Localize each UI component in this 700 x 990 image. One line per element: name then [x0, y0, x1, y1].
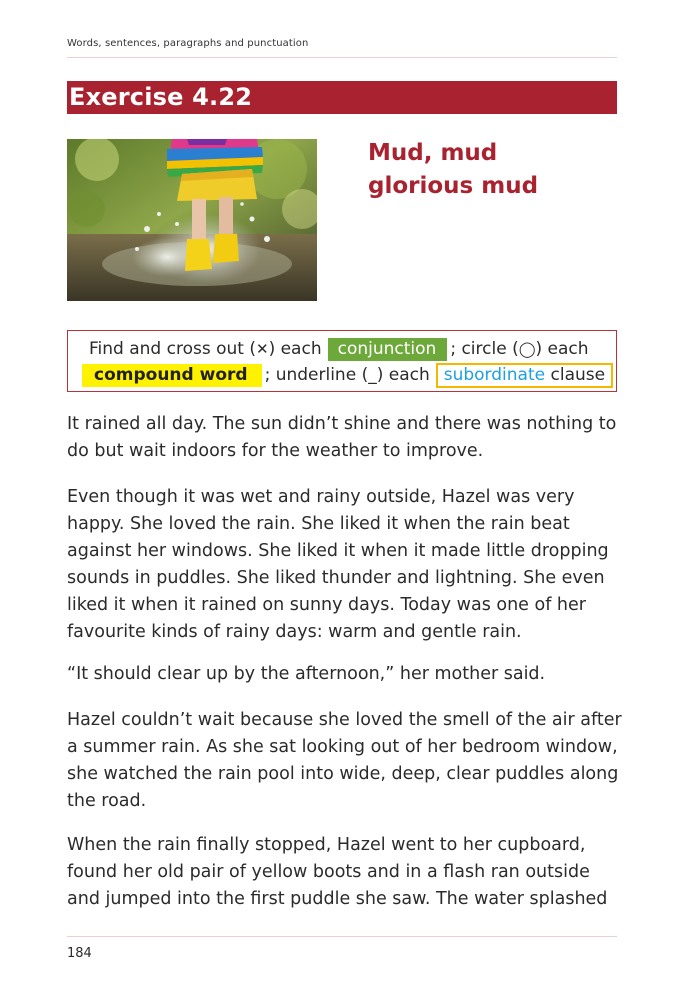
instruction-box [67, 330, 617, 392]
paragraph-4 [67, 707, 627, 815]
exercise-title: Exercise 4.22 [67, 81, 617, 114]
text-line: liked it when it rained on sunny days. Today was one of her [67, 595, 586, 615]
story-title-line-2: glorious mud [368, 173, 539, 199]
paragraph-3 [67, 661, 627, 688]
story-title [368, 137, 608, 203]
text-line: When the rain finally stopped, Hazel went to her cupboard, [67, 835, 586, 855]
text-line: sounds in puddles. She liked thunder and lightning. She even [67, 568, 605, 588]
instruction-line-2 [82, 363, 613, 387]
text-line: and jumped into the first puddle she saw. The water splashed [67, 889, 608, 909]
text-line: she watched the rain pool into wide, deep, clear puddles along [67, 764, 619, 784]
text-line: found her old pair of yellow boots and in a flash ran outside [67, 862, 590, 882]
instruction-text: ) each [268, 339, 322, 359]
compound-word-key-chip: compound word [82, 364, 262, 387]
page-number: 184 [67, 946, 92, 961]
instruction-text: ; underline (_) each [264, 365, 430, 385]
subordinate-word: subordinate [443, 364, 546, 385]
text-line: Even though it was wet and rainy outside, Hazel was very [67, 487, 575, 507]
child-splashing-in-puddle-photo [67, 139, 317, 301]
circle-icon: ◯ [518, 340, 536, 358]
footer-divider [67, 936, 617, 937]
instruction-text: ; circle ( [450, 339, 519, 359]
running-header: Words, sentences, paragraphs and punctuation [67, 38, 309, 49]
text-line: happy. She loved the rain. She liked it when the rain beat [67, 514, 570, 534]
instruction-line-1 [89, 337, 589, 361]
text-line: favourite kinds of rainy days: warm and gentle rain. [67, 622, 522, 642]
instruction-text: ) each [535, 339, 589, 359]
text-line: “It should clear up by the afternoon,” her mother said. [67, 664, 546, 684]
text-line: against her windows. She liked it when it made little dropping [67, 541, 609, 561]
text-line: the road. [67, 791, 147, 811]
instruction-text: Find and cross out ( [89, 339, 256, 359]
text-line: a summer rain. As she sat looking out of her bedroom window, [67, 737, 618, 757]
text-line: do but wait indoors for the weather to improve. [67, 441, 484, 461]
text-line: Hazel couldn’t wait because she loved the smell of the air after [67, 710, 622, 730]
paragraph-2 [67, 484, 627, 646]
paragraph-1 [67, 411, 627, 465]
cross-icon: ✕ [255, 340, 269, 358]
text-line: It rained all day. The sun didn’t shine and there was nothing to [67, 414, 617, 434]
conjunction-key-chip: conjunction [328, 338, 448, 361]
subordinate-clause-key-chip [436, 363, 613, 388]
story-title-line-1: Mud, mud [368, 140, 498, 166]
header-divider [67, 57, 617, 58]
paragraph-5 [67, 832, 627, 913]
clause-word: clause [545, 364, 606, 385]
